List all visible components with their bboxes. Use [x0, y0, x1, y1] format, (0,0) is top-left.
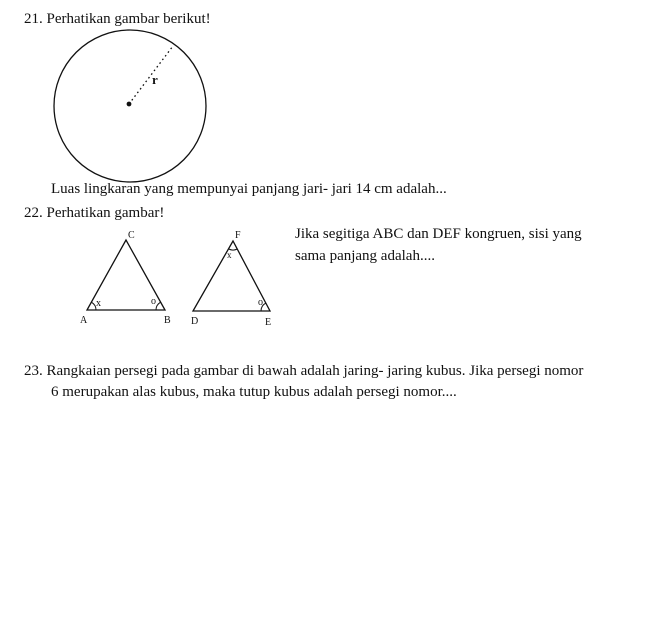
- angle-o-label-def: o: [258, 297, 263, 308]
- angle-o-label-abc: o: [151, 296, 156, 307]
- q22-question-line1: Jika segitiga ABC dan DEF kongruen, sisi yang: [295, 226, 582, 242]
- vertex-d-label: D: [191, 316, 199, 327]
- vertex-f-label: F: [235, 230, 241, 241]
- q21-heading: 21. Perhatikan gambar berikut!: [24, 11, 211, 27]
- angle-x-label-abc: x: [96, 298, 101, 309]
- triangle-abc: [80, 230, 171, 326]
- q23-line1: 23. Rangkaian persegi pada gambar di bawah adalah jaring- jaring kubus. Jika persegi nomor: [24, 363, 584, 379]
- radius-label: r: [152, 72, 158, 87]
- angle-x-label-def: x: [227, 250, 232, 260]
- center-point: [127, 102, 132, 107]
- q22-question-line2: sama panjang adalah....: [295, 248, 435, 264]
- angle-arc-b: [156, 302, 160, 310]
- vertex-c-label: C: [128, 230, 135, 241]
- q22-heading: 22. Perhatikan gambar!: [24, 205, 165, 221]
- vertex-b-label: B: [164, 315, 171, 326]
- vertex-e-label: E: [265, 317, 272, 328]
- q23-line2: 6 merupakan alas kubus, maka tutup kubus adalah persegi nomor....: [51, 384, 457, 400]
- q21-question: Luas lingkaran yang mempunyai panjang jari- jari 14 cm adalah...: [51, 181, 447, 197]
- vertex-a-label: A: [80, 315, 88, 326]
- triangle-def: [191, 230, 271, 328]
- radius-line: [129, 46, 173, 104]
